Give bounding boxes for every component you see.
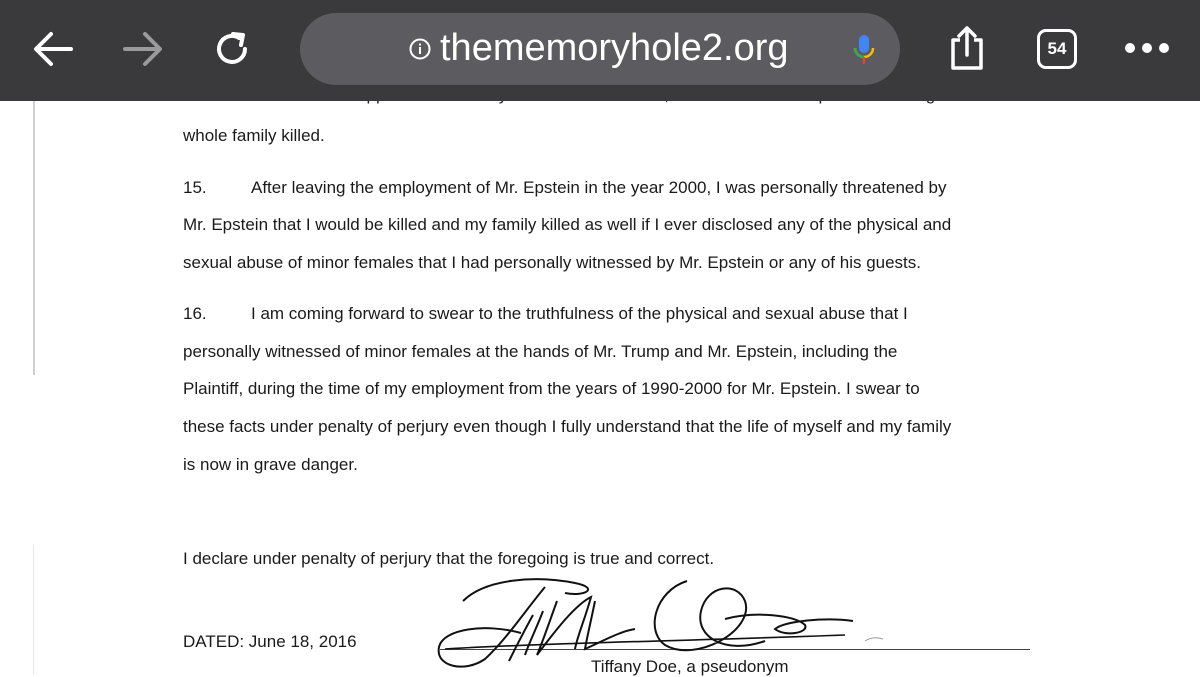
tab-count: 54 [1047,39,1067,58]
page-edge [33,101,35,375]
paragraph-line: sexual abuse of minor females that I had personally witnessed by Mr. Epstein or any of his guests. [183,253,921,272]
browser-toolbar [0,0,1200,101]
tabs-icon[interactable] [1037,29,1077,69]
paragraph-line: personally witnessed of minor females at the hands of Mr. Trump and Mr. Epstein, including the [183,342,898,361]
dated-line: DATED: June 18, 2016 [183,632,357,651]
reload-icon[interactable] [210,27,254,71]
paragraph-line: I am coming forward to swear to the truthfulness of the physical and sexual abuse that I [251,304,908,323]
paragraph-number: 16. [183,304,207,323]
paragraph-line: is now in grave danger. [183,455,358,474]
microphone-icon[interactable] [852,33,876,67]
more-dots-icon[interactable] [1122,36,1172,60]
page-edge [33,545,34,675]
back-arrow-icon[interactable] [30,26,76,72]
share-icon[interactable] [945,22,989,74]
document-page [0,101,1200,675]
paragraph-continuation: whole family killed. [183,126,325,145]
address-bar[interactable] [300,13,900,85]
signature-caption: Tiffany Doe, a pseudonym [591,657,789,676]
url-text[interactable]: thememoryhole2.org [440,27,789,69]
paragraph-line: Mr. Epstein that I would be killed and my family killed as well if I ever disclosed any of the physical and [183,215,952,234]
paragraph-line: these facts under penalty of perjury even though I fully understand that the life of myself and my family [183,417,952,436]
declaration-text: I declare under penalty of perjury that the foregoing is true and correct. [183,549,715,568]
paragraph-line: After leaving the employment of Mr. Epstein in the year 2000, I was personally threatened by [251,178,947,197]
info-icon[interactable] [408,37,432,61]
paragraph-line: Plaintiff, during the time of my employment from the years of 1990-2000 for Mr. Epstein. I swear to [183,379,920,398]
forward-arrow-icon[interactable] [120,26,166,72]
paragraph-number: 15. [183,178,207,197]
